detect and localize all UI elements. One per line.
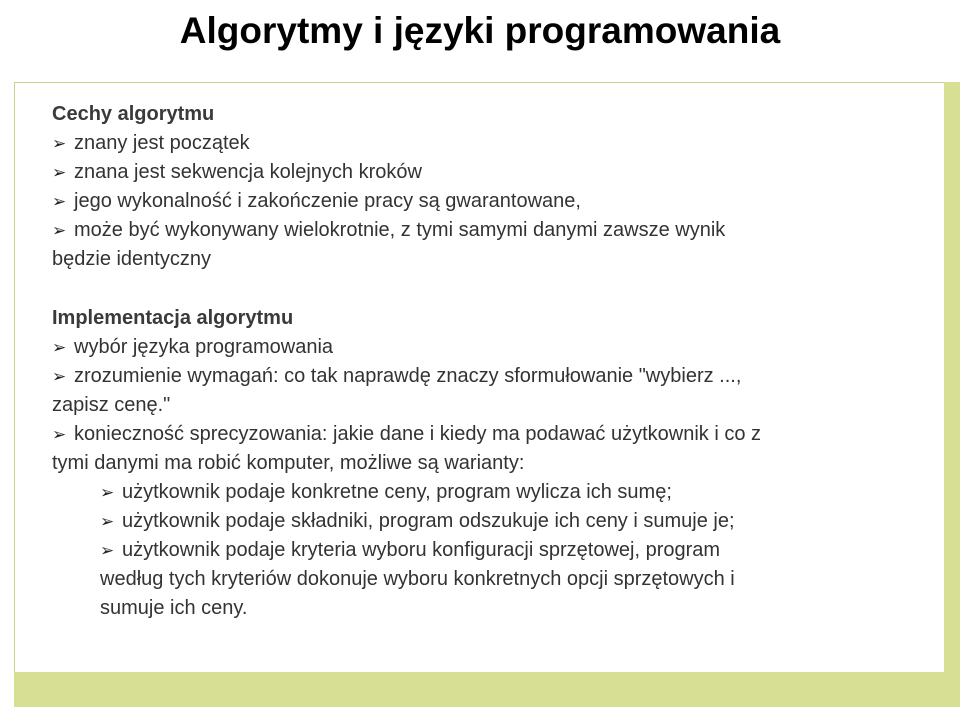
list-item-continuation: tymi danymi ma robić komputer, możliwe są warianty:: [52, 452, 525, 474]
list-item: [52, 129, 250, 158]
arrowhead-bullet-icon: ➢: [52, 367, 67, 386]
sub-list-item: [100, 478, 672, 507]
arrowhead-bullet-icon: ➢: [52, 163, 67, 182]
sub-list-item-continuation: według tych kryteriów dokonuje wyboru konkretnych opcji sprzętowych i: [100, 568, 735, 590]
arrowhead-bullet-icon: ➢: [100, 512, 115, 531]
list-item-text: jego wykonalność i zakończenie pracy są gwarantowane,: [74, 190, 581, 212]
list-item: [52, 420, 761, 449]
sub-list-item: [100, 536, 720, 565]
sub-list-item-text: użytkownik podaje konkretne ceny, program wylicza ich sumę;: [122, 481, 672, 503]
arrowhead-bullet-icon: ➢: [100, 483, 115, 502]
list-item-text: konieczność sprecyzowania: jakie dane i kiedy ma podawać użytkownik i co z: [74, 423, 762, 445]
list-item-text: wybór języka programowania: [74, 336, 334, 358]
list-item: [52, 187, 581, 216]
list-item: [52, 362, 741, 391]
arrowhead-bullet-icon: ➢: [52, 221, 67, 240]
section-heading-implementacja: Implementacja algorytmu: [52, 307, 294, 329]
arrowhead-bullet-icon: ➢: [52, 338, 67, 357]
list-item-text: znany jest początek: [74, 132, 250, 154]
arrowhead-bullet-icon: ➢: [52, 425, 67, 444]
sub-list-item: [100, 507, 735, 536]
list-item-text: znana jest sekwencja kolejnych kroków: [74, 161, 422, 183]
list-item: [52, 333, 333, 362]
slide-title: Algorytmy i języki programowania: [179, 10, 781, 51]
arrowhead-bullet-icon: ➢: [52, 192, 67, 211]
sub-list-item-text: użytkownik podaje składniki, program odszukuje ich ceny i sumuje je;: [122, 510, 735, 532]
list-item: [52, 216, 725, 245]
section-heading-cechy: Cechy algorytmu: [52, 103, 215, 125]
arrowhead-bullet-icon: ➢: [52, 134, 67, 153]
list-item-text: zrozumienie wymagań: co tak naprawdę znaczy sformułowanie "wybierz ...,: [74, 365, 742, 387]
list-item-text: może być wykonywany wielokrotnie, z tymi samymi danymi zawsze wynik: [74, 219, 726, 241]
list-item: [52, 158, 422, 187]
arrowhead-bullet-icon: ➢: [100, 541, 115, 560]
list-item-continuation: zapisz cenę.": [52, 394, 171, 416]
sub-list-item-text: użytkownik podaje kryteria wyboru konfiguracji sprzętowej, program: [122, 539, 721, 561]
sub-list-item-continuation: sumuje ich ceny.: [100, 597, 248, 619]
list-item-continuation: będzie identyczny: [52, 248, 211, 270]
